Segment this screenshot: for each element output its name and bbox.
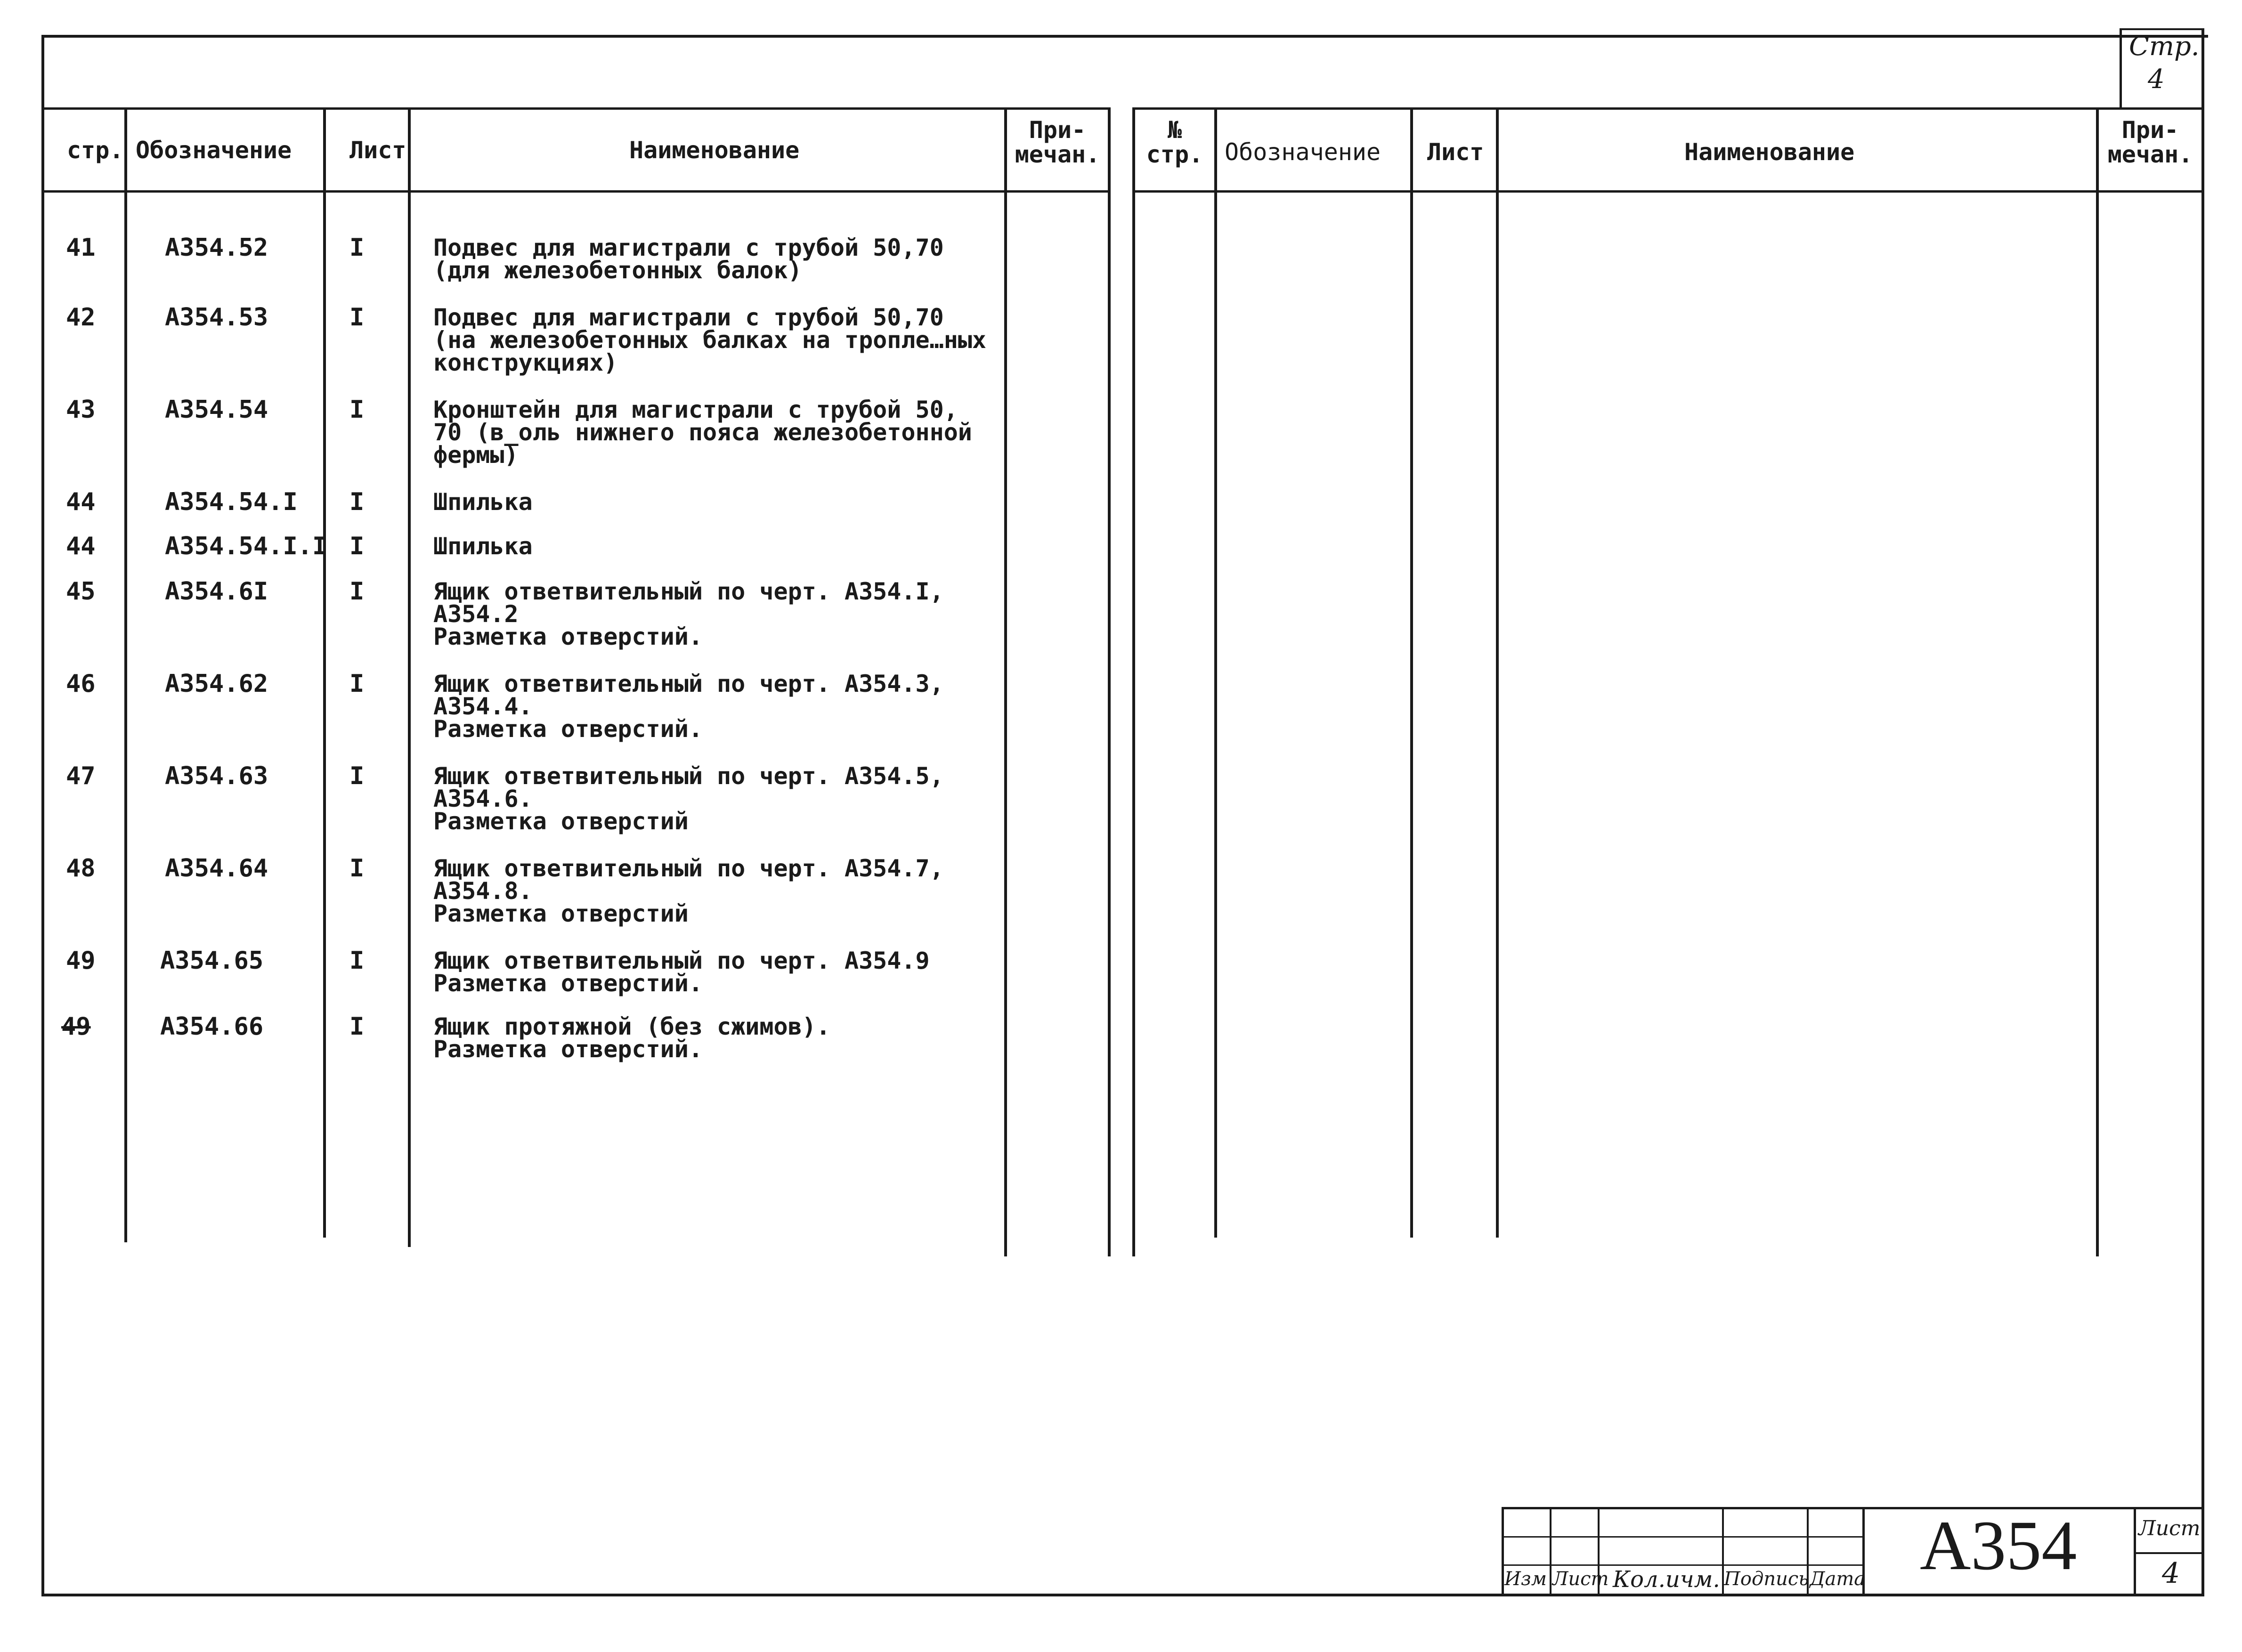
document-code: А354 (1920, 1506, 2077, 1585)
left-header-top-line (41, 107, 1111, 110)
row-designation: А354.54 (165, 396, 268, 424)
row-name: Шпилька (433, 488, 533, 516)
row-page: 43 (66, 396, 96, 424)
row-sheet: I (349, 947, 365, 975)
row-name: Ящик ответвительный по черт. А354.I, А354.2 Разметка отверстий. (433, 578, 944, 650)
stamp-row-line-2 (1502, 1564, 1864, 1566)
row-sheet: I (349, 854, 365, 883)
row-page: 47 (66, 762, 96, 790)
row-name: Подвес для магистрали с трубой 50,70 (на железобетонных балках на тропле…ных конструкциях) (433, 304, 986, 376)
row-name: Шпилька (433, 533, 533, 560)
corner-box-top (2120, 28, 2204, 30)
row-sheet: I (349, 577, 365, 606)
stamp-label-izm: Изм (1504, 1568, 1547, 1590)
row-sheet: I (349, 488, 365, 516)
row-sheet: I (349, 532, 365, 560)
row-sheet: I (349, 1012, 365, 1041)
stamp-label-sign: Подпись (1724, 1568, 1809, 1590)
stamp-sheet-label: Лист (2138, 1516, 2201, 1540)
stamp-sheet-value: 4 (2162, 1557, 2180, 1590)
row-page: 46 (66, 670, 96, 698)
row-name: Подвес для магистрали с трубой 50,70 (для железобетонных балок) (433, 234, 944, 284)
row-page: 49 (66, 947, 96, 975)
row-sheet: I (349, 234, 365, 262)
row-page: 45 (66, 577, 96, 606)
left-header-name: Наименование (629, 137, 800, 164)
left-col-line-2 (323, 107, 326, 1238)
right-header-name: Наименование (1684, 138, 1855, 166)
row-designation: А354.53 (165, 303, 268, 332)
right-header-designation: Обозначение (1225, 138, 1381, 166)
right-header-page: № стр. (1146, 116, 1203, 168)
row-designation: А354.65 (160, 947, 264, 975)
frame-right (2201, 28, 2204, 1596)
row-sheet: I (349, 396, 365, 424)
row-designation: А354.62 (165, 670, 268, 698)
stamp-sheet-divider (2134, 1552, 2204, 1554)
row-designation: А354.6I (165, 577, 268, 606)
stamp-top-line (1502, 1507, 2204, 1509)
right-col-line-0 (1132, 107, 1135, 1256)
stamp-col-line-1 (1550, 1507, 1552, 1595)
stamp-col-line-6 (2134, 1507, 2136, 1595)
right-header-bottom-line (1132, 190, 2204, 193)
row-designation: А354.54.I (165, 488, 298, 516)
row-name: Ящик ответвительный по черт. А354.3, А354.4. Разметка отверстий. (433, 670, 944, 743)
row-page: 42 (66, 303, 96, 332)
stamp-label-list: Лист (1552, 1568, 1609, 1590)
row-name: Кронштейн для магистрали с трубой 50, 70 (в_оль нижнего пояса железобетонной фермы) (433, 396, 972, 469)
row-designation: А354.64 (165, 854, 268, 883)
right-col-line-2 (1410, 107, 1413, 1238)
row-name: Ящик ответвительный по черт. А354.5, А354.6. Разметка отверстий (433, 762, 944, 835)
row-sheet: I (349, 762, 365, 790)
row-page: 44 (66, 488, 96, 516)
row-name: Ящик ответвительный по черт. А354.7, А354.8. Разметка отверстий (433, 855, 944, 927)
corner-box-left (2120, 28, 2122, 108)
right-col-line-1 (1214, 107, 1217, 1238)
row-page: 49 (61, 1012, 91, 1041)
corner-label: Стр. (2129, 31, 2200, 62)
stamp-row-line-1 (1502, 1536, 1864, 1538)
row-page: 41 (66, 234, 96, 262)
left-header-designation: Обозначение (136, 137, 292, 164)
row-sheet: I (349, 303, 365, 332)
row-sheet: I (349, 670, 365, 698)
frame-left (41, 35, 44, 1596)
stamp-left-line (1502, 1507, 1504, 1595)
stamp-label-doc: Кол.ичм. (1613, 1566, 1720, 1593)
stamp-label-date: Дата (1810, 1568, 1866, 1590)
corner-value: 4 (2148, 64, 2165, 95)
right-header-sheet: Лист (1427, 138, 1484, 166)
right-col-line-4 (2096, 107, 2099, 1256)
left-header-page: стр. (67, 137, 124, 164)
row-name: Ящик протяжной (без сжимов). Разметка отверстий. (433, 1013, 830, 1063)
row-page: 44 (66, 532, 96, 560)
left-header-note: При- мечан. (1015, 116, 1100, 168)
row-designation: А354.52 (165, 234, 268, 262)
left-col-line-4 (1004, 107, 1007, 1256)
frame-top (41, 35, 2208, 38)
row-name: Ящик ответвительный по черт. А354.9 Разметка отверстий. (433, 947, 930, 997)
row-designation: А354.63 (165, 762, 268, 790)
row-designation: А354.54.I.I (165, 532, 327, 560)
row-page: 48 (66, 854, 96, 883)
left-col-line-5 (1108, 107, 1111, 1256)
left-header-bottom-line (41, 190, 1111, 193)
row-designation: А354.66 (160, 1012, 264, 1041)
left-header-sheet: Лист (349, 137, 406, 164)
right-header-top-line (1132, 107, 2204, 110)
right-header-note: При- мечан. (2107, 116, 2193, 168)
frame-bottom (41, 1594, 2204, 1596)
left-col-line-1 (124, 107, 127, 1242)
right-col-line-3 (1496, 107, 1499, 1238)
left-col-line-3 (408, 107, 411, 1247)
